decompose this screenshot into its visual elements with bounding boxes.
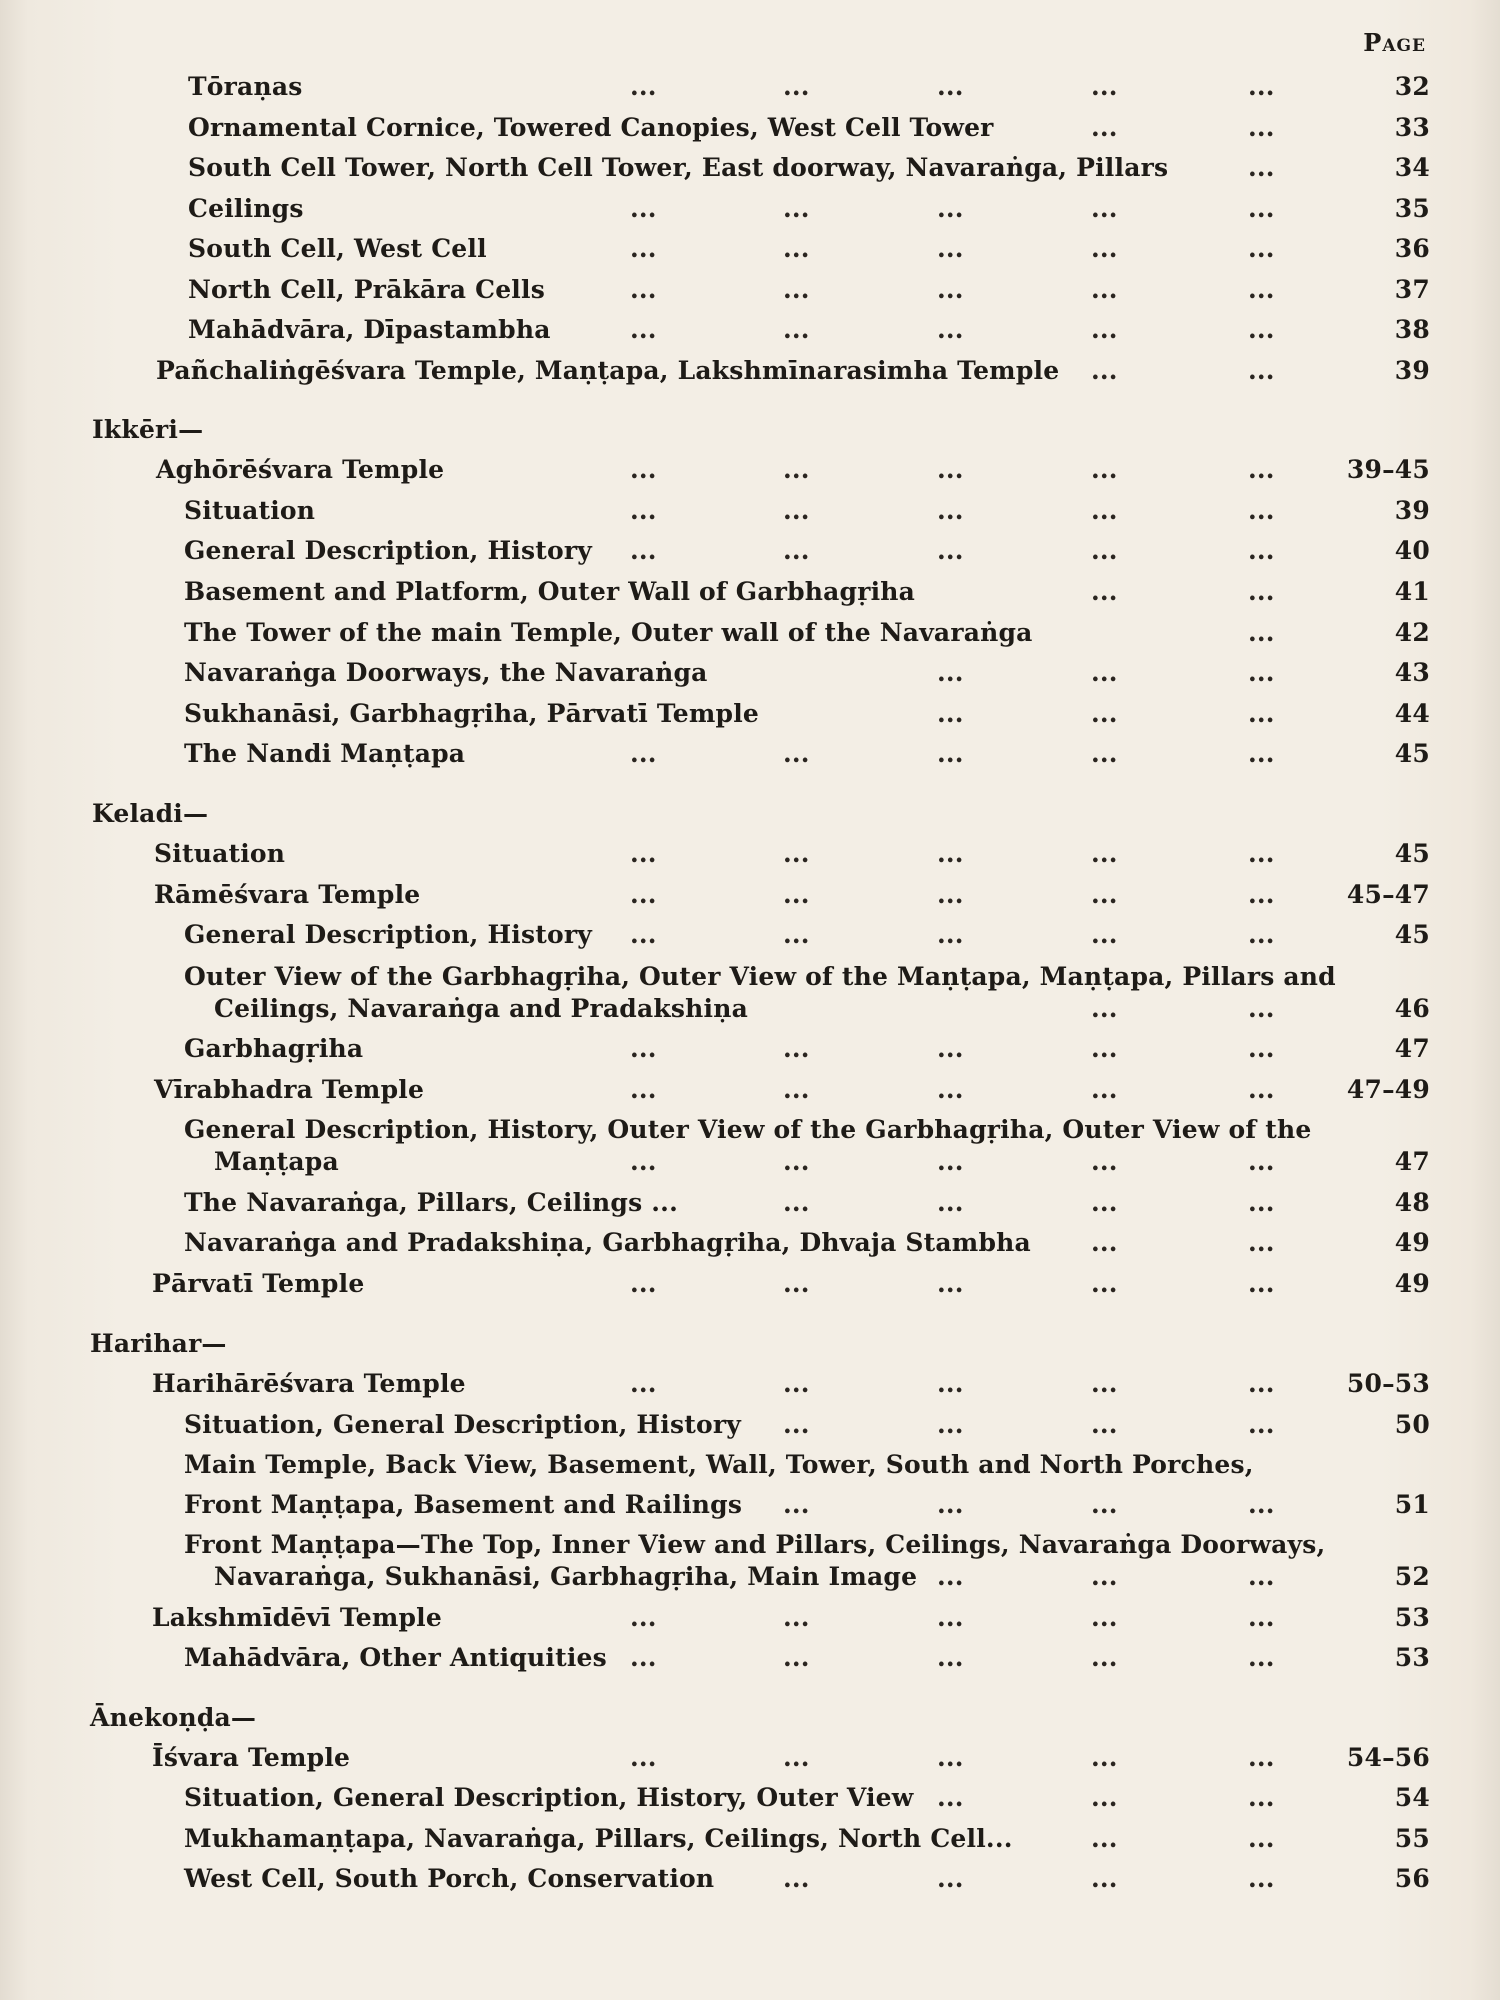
entry-title: Ikkēri—: [92, 415, 204, 444]
leader-dots: ...: [1248, 72, 1275, 101]
toc-entry: [0, 1226, 1430, 1266]
leader-dots: ...: [1091, 194, 1118, 223]
entry-title: Sukhanāsi, Garbhagṛiha, Pārvatī Temple: [184, 699, 760, 728]
leader-dots: ...: [783, 315, 810, 344]
toc-entry: [0, 1741, 1430, 1781]
leader-dots: ...: [783, 739, 810, 768]
leader-dots: ...: [937, 699, 964, 728]
leader-dots: ...: [937, 1643, 964, 1672]
leader-dots: ...: [630, 880, 657, 909]
leader-dots: ...: [1091, 1269, 1118, 1298]
leader-dots: ...: [630, 536, 657, 565]
toc-entry: [0, 1641, 1430, 1681]
leader-dots: ...: [1248, 1603, 1275, 1632]
toc-entry: [0, 1145, 1430, 1185]
entry-title: South Cell Tower, North Cell Tower, East doorway, Navaraṅga, Pillars: [188, 153, 1169, 182]
leader-dots: ...: [630, 1269, 657, 1298]
leader-dots: ...: [1248, 1562, 1275, 1591]
page-number: 54–56: [1346, 1743, 1430, 1772]
leader-dots: ...: [1091, 1075, 1118, 1104]
toc-entry: [0, 1408, 1430, 1448]
entry-title: Pañchaliṅgēśvara Temple, Maṇṭapa, Lakshmīnarasimha Temple: [156, 356, 1060, 385]
leader-dots: ...: [783, 1743, 810, 1772]
toc-entry: [0, 1822, 1430, 1862]
entry-title: Navaraṅga, Sukhanāsi, Garbhagṛiha, Main Image: [214, 1562, 918, 1591]
leader-dots: ...: [783, 496, 810, 525]
leader-dots: ...: [783, 1643, 810, 1672]
page-number: 37: [1394, 275, 1430, 304]
page-number: 47: [1394, 1147, 1430, 1176]
leader-dots: ...: [937, 455, 964, 484]
leader-dots: ...: [783, 1369, 810, 1398]
leader-dots: ...: [1091, 455, 1118, 484]
toc-entry: [0, 1488, 1430, 1528]
leader-dots: ...: [937, 1603, 964, 1632]
leader-dots: ...: [1248, 839, 1275, 868]
entry-title: Pārvatī Temple: [152, 1269, 365, 1298]
toc-entry: [0, 151, 1430, 191]
section-heading: [0, 1701, 1430, 1741]
leader-dots: ...: [1248, 1743, 1275, 1772]
leader-dots: ...: [937, 1743, 964, 1772]
toc-entry: [0, 494, 1430, 534]
entry-title: Front Maṇṭapa—The Top, Inner View and Pillars, Ceilings, Navaraṅga Doorways,: [184, 1530, 1326, 1559]
leader-dots: ...: [1248, 275, 1275, 304]
leader-dots: ...: [783, 234, 810, 263]
leader-dots: ...: [937, 1075, 964, 1104]
page-number: 55: [1394, 1824, 1430, 1853]
entry-title: Front Maṇṭapa, Basement and Railings: [184, 1490, 743, 1519]
entry-title: Lakshmīdēvī Temple: [152, 1603, 442, 1632]
leader-dots: ...: [1248, 618, 1275, 647]
entry-title: Navaraṅga and Pradakshiṇa, Garbhagṛiha, Dhvaja Stambha: [184, 1228, 1031, 1257]
entry-title: Mukhamaṇṭapa, Navaraṅga, Pillars, Ceilings, North Cell...: [184, 1824, 1013, 1853]
leader-dots: ...: [1248, 1228, 1275, 1257]
leader-dots: ...: [630, 1603, 657, 1632]
page-number: 56: [1394, 1864, 1430, 1893]
leader-dots: ...: [937, 1269, 964, 1298]
leader-dots: ...: [630, 1147, 657, 1176]
leader-dots: ...: [1091, 1410, 1118, 1439]
entry-title: General Description, History: [184, 536, 592, 565]
page-number: 47–49: [1346, 1075, 1430, 1104]
entry-title: Navaraṅga Doorways, the Navaraṅga: [184, 658, 708, 687]
page-number: 32: [1394, 72, 1430, 101]
page-number: 34: [1394, 153, 1430, 182]
leader-dots: ...: [1091, 1147, 1118, 1176]
section-heading: [0, 413, 1430, 453]
entry-title: Ceilings, Navaraṅga and Pradakshiṇa: [214, 994, 748, 1023]
leader-dots: ...: [1248, 880, 1275, 909]
leader-dots: ...: [630, 455, 657, 484]
entry-title: The Navaraṅga, Pillars, Ceilings ...: [184, 1188, 678, 1217]
leader-dots: ...: [783, 1147, 810, 1176]
entry-title: General Description, History, Outer View of the Garbhagṛiha, Outer View of the: [184, 1115, 1312, 1144]
leader-dots: ...: [1091, 1188, 1118, 1217]
leader-dots: ...: [937, 234, 964, 263]
entry-title: Harihar—: [90, 1329, 227, 1358]
leader-dots: ...: [937, 839, 964, 868]
toc-entry: [0, 192, 1430, 232]
leader-dots: ...: [1091, 1228, 1118, 1257]
leader-dots: ...: [783, 1269, 810, 1298]
entry-title: Situation, General Description, History: [184, 1410, 741, 1439]
page-number: 33: [1394, 113, 1430, 142]
toc-entry: [0, 1781, 1430, 1821]
leader-dots: ...: [1248, 455, 1275, 484]
leader-dots: ...: [1091, 356, 1118, 385]
leader-dots: ...: [937, 72, 964, 101]
entry-title: Ānekoṇḍa—: [90, 1703, 257, 1732]
leader-dots: ...: [937, 1034, 964, 1063]
leader-dots: ...: [630, 194, 657, 223]
leader-dots: ...: [937, 1490, 964, 1519]
entry-title: Situation: [154, 839, 286, 868]
leader-dots: ...: [783, 839, 810, 868]
toc-entry: [0, 575, 1430, 615]
leader-dots: ...: [937, 1864, 964, 1893]
toc-entry: [0, 878, 1430, 918]
leader-dots: ...: [783, 1075, 810, 1104]
leader-dots: ...: [1091, 1743, 1118, 1772]
leader-dots: ...: [937, 1783, 964, 1812]
page-number: 45–47: [1346, 880, 1430, 909]
entry-title: Situation: [184, 496, 316, 525]
page-number: 39: [1394, 356, 1430, 385]
leader-dots: ...: [1248, 577, 1275, 606]
leader-dots: ...: [937, 1410, 964, 1439]
page-number: 53: [1394, 1603, 1430, 1632]
leader-dots: ...: [1248, 1864, 1275, 1893]
page-number: 50–53: [1346, 1369, 1430, 1398]
page-number: 40: [1394, 536, 1430, 565]
leader-dots: ...: [1091, 994, 1118, 1023]
entry-title: Mahādvāra, Dīpastambha: [188, 315, 551, 344]
entry-title: The Nandi Maṇṭapa: [184, 739, 466, 768]
entry-title: Outer View of the Garbhagṛiha, Outer View of the Maṇṭapa, Maṇṭapa, Pillars and: [184, 962, 1336, 991]
entry-title: West Cell, South Porch, Conservation: [184, 1864, 715, 1893]
leader-dots: ...: [783, 1410, 810, 1439]
leader-dots: ...: [1248, 496, 1275, 525]
leader-dots: ...: [1248, 234, 1275, 263]
page-number: 38: [1394, 315, 1430, 344]
leader-dots: ...: [937, 920, 964, 949]
page-number: 46: [1394, 994, 1430, 1023]
leader-dots: ...: [630, 1643, 657, 1672]
toc-entry: [0, 313, 1430, 353]
entry-title: Situation, General Description, History, Outer View: [184, 1783, 914, 1812]
leader-dots: ...: [937, 1188, 964, 1217]
leader-dots: ...: [630, 1075, 657, 1104]
leader-dots: ...: [1091, 658, 1118, 687]
leader-dots: ...: [1248, 1783, 1275, 1812]
entry-title: Maṇṭapa: [214, 1147, 339, 1176]
page-number: 51: [1394, 1490, 1430, 1519]
toc-entry: [0, 1186, 1430, 1226]
leader-dots: ...: [783, 880, 810, 909]
leader-dots: ...: [1248, 1824, 1275, 1853]
leader-dots: ...: [783, 1490, 810, 1519]
entry-title: The Tower of the main Temple, Outer wall of the Navaraṅga: [184, 618, 1033, 647]
leader-dots: ...: [937, 1369, 964, 1398]
leader-dots: ...: [630, 275, 657, 304]
page-number: 50: [1394, 1410, 1430, 1439]
entry-title: Keladi—: [92, 799, 209, 828]
page-number: 49: [1394, 1269, 1430, 1298]
section-heading: [0, 797, 1430, 837]
leader-dots: ...: [783, 920, 810, 949]
leader-dots: ...: [1248, 699, 1275, 728]
leader-dots: ...: [630, 920, 657, 949]
toc-entry: [0, 837, 1430, 877]
toc-entry: [0, 1560, 1430, 1600]
leader-dots: ...: [937, 1562, 964, 1591]
toc-entry: [0, 1862, 1430, 1902]
leader-dots: ...: [937, 194, 964, 223]
leader-dots: ...: [630, 315, 657, 344]
leader-dots: ...: [1091, 577, 1118, 606]
leader-dots: ...: [1248, 739, 1275, 768]
leader-dots: ...: [1091, 880, 1118, 909]
leader-dots: ...: [1248, 994, 1275, 1023]
leader-dots: ...: [630, 1034, 657, 1063]
leader-dots: ...: [783, 1034, 810, 1063]
page-column-heading: Page: [1363, 28, 1426, 57]
entry-title: Mahādvāra, Other Antiquities: [184, 1643, 607, 1672]
leader-dots: ...: [783, 1603, 810, 1632]
page-number: 41: [1394, 577, 1430, 606]
toc-entry: [0, 354, 1430, 394]
toc-entry: [0, 453, 1430, 493]
page-number: 54: [1394, 1783, 1430, 1812]
leader-dots: ...: [1248, 1369, 1275, 1398]
leader-dots: ...: [630, 72, 657, 101]
entry-title: Īśvara Temple: [152, 1743, 351, 1772]
leader-dots: ...: [937, 658, 964, 687]
leader-dots: ...: [783, 275, 810, 304]
leader-dots: ...: [1091, 496, 1118, 525]
leader-dots: ...: [937, 275, 964, 304]
leader-dots: ...: [1248, 194, 1275, 223]
entry-title: General Description, History: [184, 920, 592, 949]
page-number: 49: [1394, 1228, 1430, 1257]
leader-dots: ...: [1091, 275, 1118, 304]
leader-dots: ...: [1248, 1188, 1275, 1217]
entry-title: Garbhagṛiha: [184, 1034, 364, 1063]
leader-dots: ...: [783, 1864, 810, 1893]
toc-entry: [0, 1267, 1430, 1307]
leader-dots: ...: [1091, 1643, 1118, 1672]
toc-entry: [0, 1367, 1430, 1407]
toc-entry: [0, 1601, 1430, 1641]
toc-entry: [0, 1032, 1430, 1072]
leader-dots: ...: [1091, 234, 1118, 263]
leader-dots: ...: [1091, 1783, 1118, 1812]
leader-dots: ...: [630, 496, 657, 525]
entry-title: Basement and Platform, Outer Wall of Garbhagṛiha: [184, 577, 916, 606]
leader-dots: ...: [783, 1188, 810, 1217]
toc-entry: [0, 918, 1430, 958]
entry-title: Aghōrēśvara Temple: [156, 455, 445, 484]
page-number: 52: [1394, 1562, 1430, 1591]
leader-dots: ...: [937, 1147, 964, 1176]
leader-dots: ...: [1248, 1643, 1275, 1672]
toc-entry: [0, 992, 1430, 1032]
leader-dots: ...: [1248, 1034, 1275, 1063]
leader-dots: ...: [937, 880, 964, 909]
leader-dots: ...: [1248, 1075, 1275, 1104]
leader-dots: ...: [937, 315, 964, 344]
toc-entry: [0, 111, 1430, 151]
toc-entry: [0, 737, 1430, 777]
page-number: 45: [1394, 839, 1430, 868]
toc-entry: [0, 534, 1430, 574]
leader-dots: ...: [1248, 1147, 1275, 1176]
toc-entry: [0, 697, 1430, 737]
page-number: 43: [1394, 658, 1430, 687]
leader-dots: ...: [1091, 536, 1118, 565]
leader-dots: ...: [783, 194, 810, 223]
leader-dots: ...: [1091, 1490, 1118, 1519]
toc-entry: [0, 273, 1430, 313]
leader-dots: ...: [1248, 920, 1275, 949]
leader-dots: ...: [1248, 356, 1275, 385]
page-number: 53: [1394, 1643, 1430, 1672]
leader-dots: ...: [1248, 1269, 1275, 1298]
leader-dots: ...: [937, 739, 964, 768]
leader-dots: ...: [783, 72, 810, 101]
leader-dots: ...: [630, 1743, 657, 1772]
page-number: 45: [1394, 920, 1430, 949]
page-number: 35: [1394, 194, 1430, 223]
leader-dots: ...: [1091, 113, 1118, 142]
leader-dots: ...: [630, 1369, 657, 1398]
page-number: 39: [1394, 496, 1430, 525]
entry-title: Ornamental Cornice, Towered Canopies, West Cell Tower: [188, 113, 994, 142]
entry-title: South Cell, West Cell: [188, 234, 487, 263]
page-number: 45: [1394, 739, 1430, 768]
leader-dots: ...: [1248, 153, 1275, 182]
leader-dots: ...: [1091, 839, 1118, 868]
leader-dots: ...: [1091, 1824, 1118, 1853]
leader-dots: ...: [1091, 1864, 1118, 1893]
entry-title: North Cell, Prākāra Cells: [188, 275, 545, 304]
toc-entry: [0, 1073, 1430, 1113]
leader-dots: ...: [937, 496, 964, 525]
page-number: 47: [1394, 1034, 1430, 1063]
entry-title: Rāmēśvara Temple: [154, 880, 421, 909]
toc-entry: [0, 232, 1430, 272]
leader-dots: ...: [630, 234, 657, 263]
leader-dots: ...: [1091, 739, 1118, 768]
section-heading: [0, 1327, 1430, 1367]
leader-dots: ...: [1091, 72, 1118, 101]
toc-entry: [0, 1448, 1430, 1488]
leader-dots: ...: [1248, 1410, 1275, 1439]
leader-dots: ...: [630, 739, 657, 768]
leader-dots: ...: [630, 839, 657, 868]
leader-dots: ...: [1091, 920, 1118, 949]
leader-dots: ...: [1248, 1490, 1275, 1519]
leader-dots: ...: [1248, 113, 1275, 142]
leader-dots: ...: [1091, 1369, 1118, 1398]
page-number: 36: [1394, 234, 1430, 263]
leader-dots: ...: [1248, 658, 1275, 687]
leader-dots: ...: [1248, 315, 1275, 344]
toc-entry: [0, 656, 1430, 696]
leader-dots: ...: [1248, 536, 1275, 565]
leader-dots: ...: [1091, 1562, 1118, 1591]
leader-dots: ...: [783, 455, 810, 484]
leader-dots: ...: [1091, 1034, 1118, 1063]
entry-title: Vīrabhadra Temple: [154, 1075, 425, 1104]
entry-title: Main Temple, Back View, Basement, Wall, Tower, South and North Porches,: [184, 1450, 1254, 1479]
leader-dots: ...: [1091, 1603, 1118, 1632]
entry-title: Tōraṇas: [188, 72, 303, 101]
page-number: 48: [1394, 1188, 1430, 1217]
page-number: 44: [1394, 699, 1430, 728]
entry-title: Harihārēśvara Temple: [152, 1369, 466, 1398]
entry-title: Ceilings: [188, 194, 304, 223]
toc-entry: [0, 70, 1430, 110]
toc-entry: [0, 616, 1430, 656]
leader-dots: ...: [783, 536, 810, 565]
leader-dots: ...: [1091, 315, 1118, 344]
page-number: 42: [1394, 618, 1430, 647]
leader-dots: ...: [1091, 699, 1118, 728]
leader-dots: ...: [937, 536, 964, 565]
page-number: 39–45: [1346, 455, 1430, 484]
